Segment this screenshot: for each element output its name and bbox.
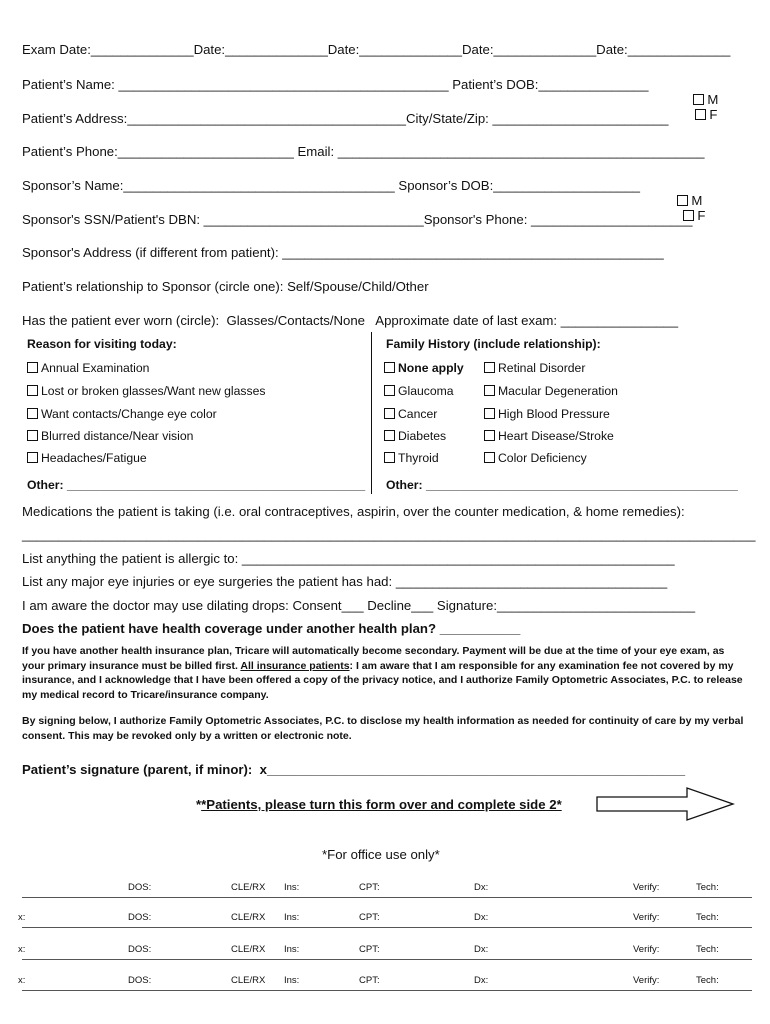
reason-title: Reason for visiting today: — [27, 337, 177, 351]
office-label: DOS: — [128, 882, 152, 893]
office-label: Verify: — [633, 882, 660, 893]
reason-item[interactable]: Annual Examination — [27, 361, 149, 375]
checkbox[interactable] — [384, 385, 395, 396]
office-row-rule — [22, 897, 752, 898]
office-row-prefix: x: — [18, 944, 26, 955]
eyewear-history-line[interactable]: Has the patient ever worn (circle): Glasses/Contacts/None Approximate date of last exam: ________________ — [22, 313, 679, 328]
patient-signature-line[interactable]: Patient’s signature (parent, if minor): x_________________________________________________________ — [22, 762, 686, 777]
office-label: DOS: — [128, 975, 152, 986]
arrow-right-icon — [595, 786, 737, 822]
family-item[interactable]: Thyroid — [384, 451, 439, 465]
office-label: CLE/RX — [231, 975, 266, 986]
allergies-line[interactable]: List anything the patient is allergic to: ___________________________________________________________ — [22, 551, 675, 566]
reason-item[interactable]: Want contacts/Change eye color — [27, 407, 217, 421]
patient-address-line[interactable]: Patient’s Address:______________________________________City/State/Zip: ________________________ — [22, 111, 669, 126]
family-item[interactable]: Glaucoma — [384, 384, 454, 398]
turn-over-notice: **Patients, please turn this form over and complete side 2* — [196, 797, 562, 812]
office-label: CPT: — [359, 882, 380, 893]
office-label: DOS: — [128, 944, 152, 955]
office-label: CPT: — [359, 944, 380, 955]
insurance-notice: If you have another health insurance plan, Tricare will automatically become secondary. Payment will be due at the time of your eye exam, as your primary insurance must be billed first. All insurance patients: I am aware that I am responsible for any examination fee not covered by my insurance, and I acknowledge that I have been offered a copy of the privacy notice, and I authorize Family Optometric Associates, P.C. to release my medical record to Tricare/insurance company. — [22, 645, 743, 701]
office-row-prefix: x: — [18, 912, 26, 923]
checkbox[interactable] — [384, 362, 395, 373]
consent-notice: By signing below, I authorize Family Optometric Associates, P.C. to disclose my health information as needed for continuity of care by my verbal consent. This may be revoked only by a written or electronic note. — [22, 715, 744, 742]
sponsor-male-checkbox[interactable] — [677, 195, 688, 206]
office-row-rule — [22, 959, 752, 960]
reason-item[interactable]: Lost or broken glasses/Want new glasses — [27, 384, 265, 398]
checkbox[interactable] — [27, 385, 38, 396]
checkbox[interactable] — [27, 408, 38, 419]
family-item[interactable]: Color Deficiency — [484, 451, 587, 465]
office-label: Ins: — [284, 912, 300, 923]
office-label: CPT: — [359, 912, 380, 923]
sponsor-name-dob-line[interactable]: Sponsor’s Name:_____________________________________ Sponsor’s DOB:____________________ — [22, 178, 640, 193]
office-label: CLE/RX — [231, 944, 266, 955]
reason-item[interactable]: Blurred distance/Near vision — [27, 429, 193, 443]
checkbox[interactable] — [27, 362, 38, 373]
medications-blank[interactable]: ____________________________________________________________________________________________________ — [22, 527, 756, 542]
family-other-line[interactable]: Other: ______________________________________________ — [386, 478, 738, 492]
office-label: Ins: — [284, 882, 300, 893]
checkbox[interactable] — [484, 452, 495, 463]
office-label: Verify: — [633, 975, 660, 986]
checkbox[interactable] — [27, 430, 38, 441]
checkbox[interactable] — [484, 385, 495, 396]
office-label: CPT: — [359, 975, 380, 986]
reason-item[interactable]: Headaches/Fatigue — [27, 451, 147, 465]
office-label: Dx: — [474, 975, 489, 986]
checkbox[interactable] — [27, 452, 38, 463]
office-row-rule — [22, 927, 752, 928]
sponsor-ssn-phone-line[interactable]: Sponsor's SSN/Patient's DBN: ______________________________Sponsor's Phone: ______________________ — [22, 212, 693, 227]
office-row-rule — [22, 990, 752, 991]
female-checkbox[interactable] — [695, 109, 706, 120]
patient-sex-options: M F — [686, 77, 718, 122]
checkbox[interactable] — [384, 452, 395, 463]
office-label: Tech: — [696, 944, 719, 955]
dilating-consent-line[interactable]: I am aware the doctor may use dilating drops: Consent___ Decline___ Signature:___________________________ — [22, 598, 696, 613]
checkbox[interactable] — [484, 362, 495, 373]
relationship-line: Patient’s relationship to Sponsor (circle one): Self/Spouse/Child/Other — [22, 279, 429, 294]
family-item[interactable]: Cancer — [384, 407, 437, 421]
injuries-line[interactable]: List any major eye injuries or eye surgeries the patient has had: _____________________________________ — [22, 574, 668, 589]
office-label: Tech: — [696, 882, 719, 893]
office-label: DOS: — [128, 912, 152, 923]
office-label: Ins: — [284, 975, 300, 986]
family-history-title: Family History (include relationship): — [386, 337, 601, 351]
exam-dates-line[interactable]: Exam Date:______________Date:______________Date:______________Date:______________Date:______________ — [22, 42, 731, 57]
male-checkbox[interactable] — [693, 94, 704, 105]
family-item[interactable]: Heart Disease/Stroke — [484, 429, 614, 443]
checkbox[interactable] — [384, 430, 395, 441]
medications-label: Medications the patient is taking (i.e. oral contraceptives, aspirin, over the counter medication, & home remedies): — [22, 504, 685, 519]
office-label: Verify: — [633, 912, 660, 923]
sponsor-address-line[interactable]: Sponsor's Address (if different from patient): ____________________________________________________ — [22, 245, 664, 260]
family-item[interactable]: None apply — [384, 361, 464, 375]
family-item[interactable]: Diabetes — [384, 429, 446, 443]
sponsor-sex-options: M F — [670, 178, 705, 223]
family-item[interactable]: High Blood Pressure — [484, 407, 610, 421]
patient-name-dob-line[interactable]: Patient’s Name: _____________________________________________ Patient’s DOB:_______________ — [22, 77, 649, 92]
checkbox[interactable] — [484, 430, 495, 441]
checkbox[interactable] — [484, 408, 495, 419]
office-label: CLE/RX — [231, 882, 266, 893]
office-use-title: *For office use only* — [322, 847, 440, 862]
checkbox[interactable] — [384, 408, 395, 419]
office-label: CLE/RX — [231, 912, 266, 923]
office-label: Dx: — [474, 882, 489, 893]
family-item[interactable]: Macular Degeneration — [484, 384, 618, 398]
reason-other-line[interactable]: Other: ____________________________________________ — [27, 478, 366, 492]
office-label: Tech: — [696, 912, 719, 923]
office-label: Verify: — [633, 944, 660, 955]
family-item[interactable]: Retinal Disorder — [484, 361, 585, 375]
office-label: Dx: — [474, 944, 489, 955]
coverage-question[interactable]: Does the patient have health coverage under another health plan? ___________ — [22, 621, 521, 636]
patient-phone-email-line[interactable]: Patient’s Phone:________________________ Email: __________________________________________________ — [22, 144, 705, 159]
office-label: Dx: — [474, 912, 489, 923]
office-label: Ins: — [284, 944, 300, 955]
office-row-prefix: x: — [18, 975, 26, 986]
section-divider — [371, 332, 372, 494]
office-label: Tech: — [696, 975, 719, 986]
